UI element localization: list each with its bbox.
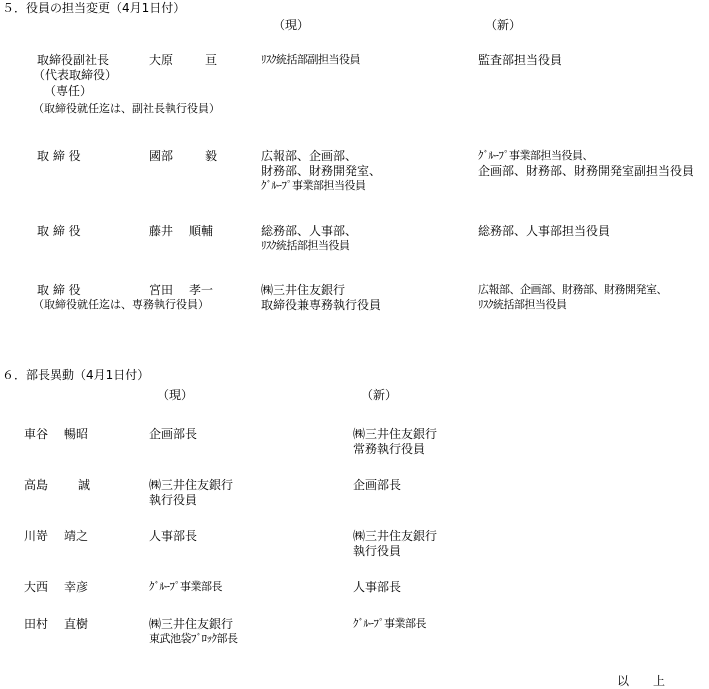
s5-e2-new-line2: 企画部、財務部、財務開発室副担当役員 — [478, 164, 695, 178]
s6-r1-current-line1: 企画部長 — [149, 427, 198, 441]
section5-col-new: （新） — [485, 18, 522, 32]
s6-r2-given: 誠 — [78, 478, 91, 492]
s5-e1-note: （取締役就任迄は、副社長執行役員） — [33, 102, 220, 115]
section6-heading: ６．部長異動（4月1日付） — [2, 368, 150, 382]
s5-e2-given: 毅 — [205, 149, 218, 163]
s5-e3-title: 取 締 役 — [37, 224, 81, 238]
s6-r4-current-line1: ｸﾞﾙｰﾌﾟ事業部長 — [149, 580, 222, 593]
s5-e4-given: 孝一 — [189, 283, 214, 297]
s5-e3-new-line1: 総務部、人事部担当役員 — [478, 224, 611, 238]
s6-r1-given: 暢昭 — [64, 427, 89, 441]
s5-e4-new-line2: ﾘｽｸ統括部担当役員 — [478, 298, 567, 311]
s6-r5-current-line2: 東武池袋ﾌﾞﾛｯｸ部長 — [149, 632, 238, 645]
s5-e3-current-line2: ﾘｽｸ統括部担当役員 — [261, 239, 350, 252]
s6-r2-current-line2: 執行役員 — [149, 493, 198, 507]
s6-r2-new-line1: 企画部長 — [353, 478, 402, 492]
s5-e3-given: 順輔 — [189, 224, 214, 238]
s5-e4-current-line1: ㈱三井住友銀行 — [261, 283, 346, 297]
s5-e1-title-line1: 取締役副社長 — [37, 53, 110, 67]
s6-r1-new-line1: ㈱三井住友銀行 — [353, 427, 438, 441]
s5-e4-note: （取締役就任迄は、専務執行役員） — [33, 298, 209, 311]
s6-r3-new-line2: 執行役員 — [353, 544, 402, 558]
section5-heading: ５．役員の担当変更（4月1日付） — [2, 1, 186, 15]
s6-r4-new-line1: 人事部長 — [353, 580, 402, 594]
s6-r5-given: 直樹 — [64, 617, 89, 631]
s5-e4-new-line1: 広報部、企画部、財務部、財務開発室、 — [478, 283, 667, 296]
s5-e3-current-line1: 総務部、人事部、 — [261, 224, 358, 238]
s6-r3-given: 靖之 — [64, 529, 89, 543]
s6-r1-surname: 車谷 — [24, 427, 49, 441]
section6-col-new: （新） — [361, 388, 398, 402]
s5-e1-current-line1: ﾘｽｸ統括部副担当役員 — [261, 53, 360, 66]
s5-e2-current-line3: ｸﾞﾙｰﾌﾟ事業部担当役員 — [261, 179, 366, 192]
section5-col-current: （現） — [273, 18, 310, 32]
s6-r4-surname: 大西 — [24, 580, 49, 594]
s5-e3-surname: 藤井 — [149, 224, 174, 238]
s6-r2-current-line1: ㈱三井住友銀行 — [149, 478, 234, 492]
s5-e1-title-line2: （代表取締役） — [33, 68, 118, 82]
s5-e2-title: 取 締 役 — [37, 149, 81, 163]
s5-e4-surname: 宮田 — [149, 283, 174, 297]
s6-r5-new-line1: ｸﾞﾙｰﾌﾟ事業部長 — [353, 617, 426, 630]
s5-e1-surname: 大原 — [149, 53, 174, 67]
s5-e1-title-line3: （専任） — [44, 84, 93, 98]
s5-e2-new-line1: ｸﾞﾙｰﾌﾟ事業部担当役員、 — [478, 149, 593, 162]
s5-e4-current-line2: 取締役兼専務執行役員 — [261, 298, 382, 312]
s6-r5-current-line1: ㈱三井住友銀行 — [149, 617, 234, 631]
s5-e1-given: 亘 — [205, 53, 218, 67]
s6-r4-given: 幸彦 — [64, 580, 89, 594]
s5-e4-title: 取 締 役 — [37, 283, 81, 297]
s6-r2-surname: 高島 — [24, 478, 49, 492]
s6-r1-new-line2: 常務執行役員 — [353, 442, 426, 456]
s5-e2-surname: 國部 — [149, 149, 174, 163]
s5-e2-current-line1: 広報部、企画部、 — [261, 149, 358, 163]
s6-r3-new-line1: ㈱三井住友銀行 — [353, 529, 438, 543]
s6-r5-surname: 田村 — [24, 617, 49, 631]
s6-r3-surname: 川嵜 — [24, 529, 49, 543]
s5-e1-new-line1: 監査部担当役員 — [478, 53, 563, 67]
s6-r3-current-line1: 人事部長 — [149, 529, 198, 543]
closing-mark: 以 上 — [617, 674, 666, 688]
s5-e2-current-line2: 財務部、財務開発室、 — [261, 164, 382, 178]
section6-col-current: （現） — [157, 388, 194, 402]
